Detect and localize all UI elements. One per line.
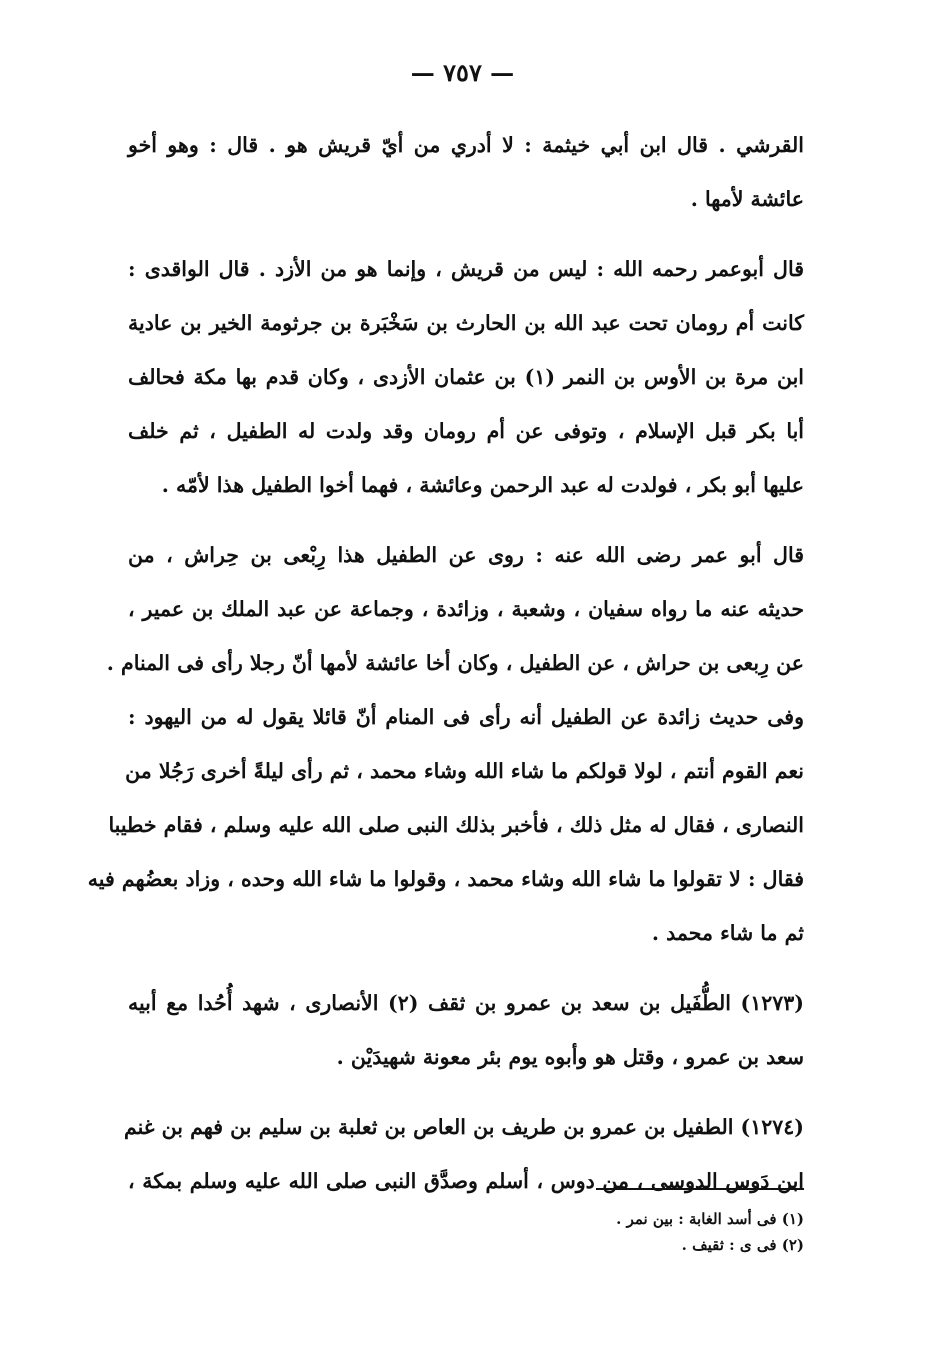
footnote-divider [596, 1188, 804, 1190]
text-line: أبا بكر قبل الإسلام ، وتوفى عن أم رومان وقد ولدت له الطفيل ، ثم خلف [128, 419, 804, 443]
text-line: وفى حديث زائدة عن الطفيل أنه رأى فى المنام أنّ قائلا يقول له من اليهود : [128, 705, 804, 729]
text-line: سعد بن عمرو ، وقتل هو وأبوه يوم بئر معونة شهيدَيْن . [336, 1045, 804, 1069]
text-line: قال أبو عمر رضى الله عنه : روى عن الطفيل هذا رِبْعى بن حِراش ، من [128, 543, 804, 567]
text-line: قال أبوعمر رحمه الله : ليس من قريش ، وإنما هو من الأزد . قال الواقدى : [128, 257, 804, 281]
text-line: فقال : لا تقولوا ما شاء الله وشاء محمد ، وقولوا ما شاء الله وحده ، وزاد بعضُهم فيه [87, 867, 804, 891]
text-line: ابن دَوس الدوسى ، من دوس ، أسلم وصدَّق النبى صلى الله عليه وسلم بمكة ، [128, 1169, 804, 1193]
text-line: كانت أم رومان تحت عبد الله بن الحارث بن سَخْبَرة بن جرثومة الخير بن عادية [128, 311, 804, 335]
footnotes [420, 1206, 804, 1258]
text-line: النصارى ، فقال له مثل ذلك ، فأخبر بذلك النبى صلى الله عليه وسلم ، فقام خطيبا [108, 813, 804, 837]
main-text [87, 118, 804, 1224]
footnote: (٢) فى ى : ثقيف . [681, 1236, 804, 1254]
text-line: ثم ما شاء محمد . [651, 921, 804, 945]
paragraph [128, 242, 804, 512]
text-line: عن رِبعى بن حراش ، عن الطفيل ، وكان أخا عائشة لأمها أنّ رجلا رأى فى المنام . [106, 651, 804, 675]
text-line: (١٢٧٤) الطفيل بن عمرو بن طريف بن العاص بن ثعلبة بن سليم بن فهم بن غنم [123, 1115, 804, 1139]
text-line: عليها أبو بكر ، فولدت له عبد الرحمن وعائشة ، فهما أخوا الطفيل هذا لأمّه . [161, 473, 804, 497]
text-line: حديثه عنه ما رواه سفيان ، وشعبة ، وزائدة ، وجماعة عن عبد الملك بن عمير ، [128, 597, 804, 621]
text-line: عائشة لأمها . [690, 187, 804, 211]
text-line: ابن مرة بن الأوس بن النمر (١) بن عثمان الأزدى ، وكان قدم بها مكة فحالف [128, 365, 804, 389]
paragraph [87, 528, 804, 960]
page-number: — ٧٥٧ — [410, 58, 515, 87]
text-line: نعم القوم أنتم ، لولا قولكم ما شاء الله وشاء محمد ، ثم رأى ليلةً أخرى رَجُلا من [125, 759, 804, 783]
text-line: (١٢٧٣) الطُّفَيل بن سعد بن عمرو بن ثقف (٢) الأنصارى ، شهد أُحُدا مع أبيه [128, 991, 804, 1015]
paragraph [128, 118, 804, 226]
footnote: (١) فى أسد الغابة : بين نمر . [616, 1210, 804, 1228]
entry-1273 [128, 976, 804, 1084]
entry-1274 [123, 1100, 804, 1208]
text-line: القرشي . قال ابن أبي خيثمة : لا أدري من أيّ قريش هو . قال : وهو أخو [128, 133, 804, 157]
